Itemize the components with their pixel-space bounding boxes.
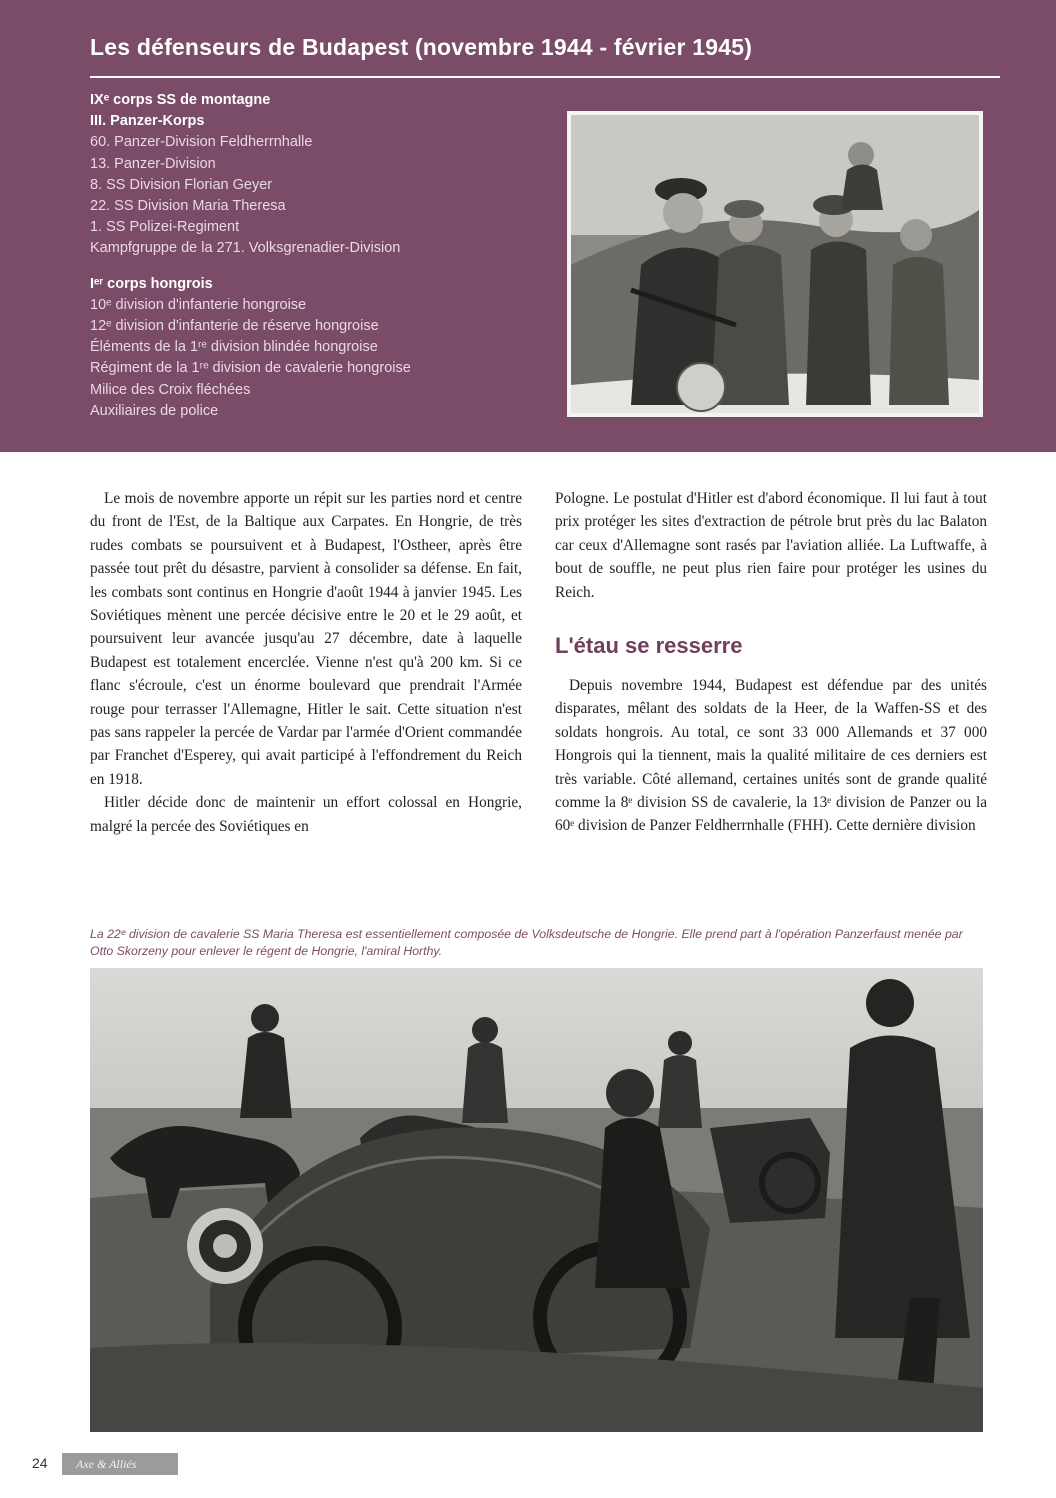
sidebar-title: Les défenseurs de Budapest (novembre 1944 - février 1945): [90, 34, 753, 60]
article-paragraph: Pologne. Le postulat d'Hitler est d'abord économique. Il lui faut à tout prix protéger les sites d'extraction de pétrole brut près du lac Balaton car ceux d'Allemagne sont rasés par l'aviation alliée. La Luftwaffe, à bout de souffle, ne peut plus rien faire pour protéger les usines du Reich.: [555, 490, 987, 601]
magazine-name: Axe & Alliés: [62, 1453, 178, 1475]
article-paragraph: Le mois de novembre apporte un répit sur les parties nord et centre du front de l'Est, de la Baltique aux Carpates. En Hongrie, de très rudes combats se poursuivent et à Budapest, l'Ostheer, après être passée tout prêt du désastre, parvient à consolider sa défense. En fait, les combats sont continus en Hongrie d'août 1944 à janvier 1945. Les Soviétiques mènent une percée décisive entre le 20 et le 29 août, et poursuivent leur avancée jusqu'au 27 décembre, date à laquelle Budapest est totalement encerclée. Vienne n'est qu'à 200 km. Si ce flanc s'écroule, c'est un énorme boulevard que prendrait l'Armée rouge pour terrasser l'Allemagne, Hitler le sait. Cette situation n'est pas sans rappeler la percée de Vardar par l'armée d'Orient commandée par Franchet d'Esperey, qui avait participé à l'effondrement du Reich en 1918.: [90, 490, 522, 788]
unit-item: 12ᵉ division d'infanterie de réserve hongroise: [90, 318, 379, 335]
officers-photo: [567, 111, 983, 417]
unit-item: Milice des Croix fléchées: [90, 381, 251, 398]
unit-item: Kampfgruppe de la 271. Volksgrenadier-Division: [90, 240, 401, 257]
group-heading: Iᵉʳ corps hongrois: [90, 275, 213, 292]
spacer: [90, 260, 550, 274]
unit-item: 8. SS Division Florian Geyer: [90, 176, 273, 193]
article-paragraph: Hitler décide donc de maintenir un effort colossal en Hongrie, malgré la percée des Soviétiques en: [90, 794, 522, 835]
cavalry-photo: [90, 968, 983, 1432]
unit-item: Régiment de la 1ʳᵉ division de cavalerie hongroise: [90, 360, 411, 377]
group-heading: III. Panzer-Korps: [90, 113, 205, 130]
unit-item: 1. SS Polizei-Regiment: [90, 219, 240, 236]
officers-photo-image: [571, 115, 979, 413]
article-right-column: [555, 487, 987, 838]
sidebar-band: [0, 0, 1056, 452]
cavalry-photo-image: [90, 968, 983, 1432]
unit-item: Auxiliaires de police: [90, 402, 219, 419]
units-list: [90, 90, 550, 422]
unit-item: 13. Panzer-Division: [90, 155, 216, 172]
group-heading: IXᵉ corps SS de montagne: [90, 92, 271, 108]
unit-item: 10ᵉ division d'infanterie hongroise: [90, 296, 307, 313]
unit-item: 22. SS Division Maria Theresa: [90, 198, 286, 215]
photo-caption: La 22ᵉ division de cavalerie SS Maria Theresa est essentiellement composée de Volksdeutsche de Hongrie. Elle prend part à l'opération Panzerfaust menée par Otto Skorzeny pour enlever le régent de Hongrie, l'amiral Horthy.: [90, 927, 963, 958]
article-paragraph: Depuis novembre 1944, Budapest est défendue par des unités disparates, mêlant des soldats de la Heer, de la Waffen-SS et des soldats hongrois. Au total, ce sont 33 000 Allemands et 37 000 Hongrois qui la tiennent, mais la qualité militaire de ces derniers est très variable. Côté allemand, certaines unités sont de grande qualité comme la 8ᵉ division SS de cavalerie, la 13ᵉ division de Panzer ou la 60ᵉ division de Panzer Feldherrnhalle (FHH). Cette dernière division: [555, 677, 987, 835]
title-rule: [90, 76, 1000, 78]
section-subheading: L'étau se resserre: [555, 633, 743, 659]
page-number: 24: [32, 1455, 48, 1471]
unit-item: 60. Panzer-Division Feldherrnhalle: [90, 134, 313, 151]
article-left-column: [90, 487, 522, 838]
unit-item: Éléments de la 1ʳᵉ division blindée hongroise: [90, 339, 378, 356]
